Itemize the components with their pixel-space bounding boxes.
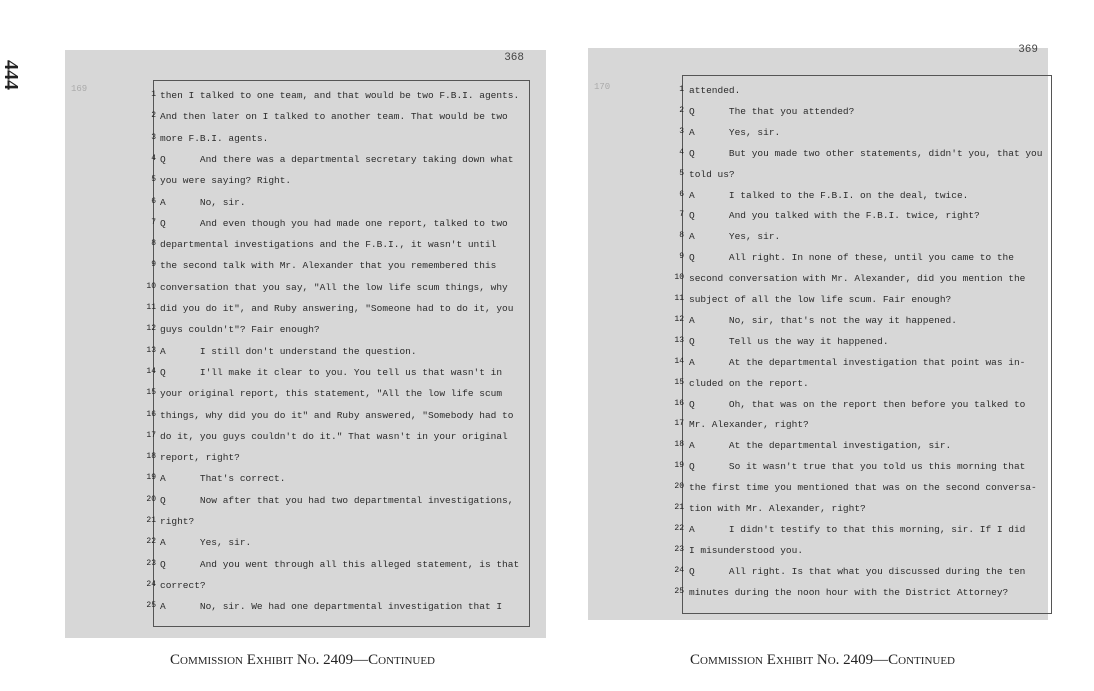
transcript-line [679, 210, 1051, 230]
transcript-line [679, 231, 1051, 251]
line-number: 12 [146, 324, 156, 334]
line-text: Q Tell us the way it happened. [689, 335, 889, 347]
transcript-line [674, 377, 1051, 398]
line-text: attended. [689, 85, 741, 96]
transcript-sheet-right [588, 44, 1048, 620]
line-number: 1 [679, 85, 684, 94]
line-text: A Yes, sir. [689, 231, 781, 243]
transcript-line [151, 132, 529, 153]
line-number: 7 [151, 217, 156, 227]
transcript-line [146, 388, 529, 408]
transcript-box [146, 80, 530, 627]
sheet-number: 368 [504, 52, 524, 64]
line-text: A No, sir, that's not the way it happened. [689, 314, 957, 326]
line-text: Q And there was a departmental secretary taking down what [160, 153, 514, 165]
line-text: A No, sir. [160, 196, 246, 208]
line-number: 25 [146, 601, 156, 611]
line-text: A I didn't testify to that this morning, sir. If I did [689, 523, 1026, 535]
line-text: Q And you went through all this alleged statement, is that [160, 558, 520, 570]
line-number: 10 [674, 273, 684, 283]
line-number: 14 [674, 356, 684, 366]
line-number: 22 [146, 537, 156, 547]
transcript-line [151, 196, 529, 217]
margin-number: 170 [594, 82, 611, 92]
transcript-line [151, 239, 529, 259]
line-text: do it, you guys couldn't do it." That wasn't in your original [160, 430, 508, 442]
line-number: 4 [151, 153, 156, 163]
line-number: 21 [674, 503, 684, 512]
exhibit-caption: Commission Exhibit No. 2409—Continued [690, 652, 955, 668]
transcript-box [674, 75, 1052, 614]
line-number: 23 [674, 544, 684, 554]
line-text: And then later on I talked to another team. That would be two [160, 111, 508, 123]
transcript-line [674, 440, 1051, 460]
line-number: 6 [151, 196, 156, 206]
line-number: 23 [146, 558, 156, 568]
line-number: 16 [146, 409, 156, 419]
line-number: 18 [146, 452, 156, 462]
line-number: 19 [674, 461, 684, 471]
transcript-line [679, 85, 1051, 105]
transcript-line [146, 558, 529, 579]
transcript-line [146, 516, 529, 536]
line-number: 20 [674, 482, 684, 492]
line-text: more F.B.I. agents. [160, 132, 269, 144]
line-number: 17 [674, 419, 684, 429]
line-number: 11 [146, 303, 156, 312]
transcript-line [674, 356, 1051, 377]
line-number: 16 [674, 398, 684, 408]
line-text: A I still don't understand the question. [160, 345, 417, 357]
line-number: 19 [146, 473, 156, 483]
line-text: did you do it", and Ruby answering, "Someone had to do it, you [160, 303, 514, 314]
line-number: 8 [679, 231, 684, 241]
transcript-line [674, 398, 1051, 419]
line-text: Q So it wasn't true that you told us this morning that [689, 461, 1026, 473]
line-text: the first time you mentioned that was on the second conversa- [689, 482, 1037, 494]
transcript-line [146, 409, 529, 430]
transcript-line [146, 303, 529, 323]
line-number: 24 [674, 565, 684, 575]
transcript-line [146, 345, 529, 366]
exhibit-caption: Commission Exhibit No. 2409—Continued [170, 652, 435, 668]
line-number: 11 [674, 294, 684, 303]
transcript-line [679, 126, 1051, 147]
line-text: the second talk with Mr. Alexander that you remembered this [160, 260, 497, 272]
line-text: I misunderstood you. [689, 544, 804, 556]
line-text: Q And you talked with the F.B.I. twice, right? [689, 210, 980, 222]
transcript-line [146, 366, 529, 387]
line-number: 20 [146, 494, 156, 504]
line-number: 9 [679, 252, 684, 262]
transcript-line [674, 523, 1051, 544]
line-text: correct? [160, 579, 206, 591]
line-text: tion with Mr. Alexander, right? [689, 503, 866, 514]
transcript-line [674, 503, 1051, 523]
line-text: Q The that you attended? [689, 105, 855, 117]
line-text: then I talked to one team, and that would be two F.B.I. agents. [160, 90, 520, 101]
line-text: Q Oh, that was on the report then before you talked to [689, 398, 1026, 410]
line-text: guys couldn't"? Fair enough? [160, 324, 320, 336]
line-number: 4 [679, 147, 684, 157]
transcript-line [151, 217, 529, 238]
transcript-line [674, 419, 1051, 439]
line-number: 15 [146, 388, 156, 398]
transcript-line [146, 473, 529, 493]
line-text: A Yes, sir. [160, 537, 252, 549]
line-number: 5 [679, 168, 684, 178]
line-number: 3 [679, 126, 684, 136]
line-number: 22 [674, 523, 684, 533]
line-number: 13 [146, 345, 156, 355]
line-text: A Yes, sir. [689, 126, 781, 138]
transcript-line [151, 260, 529, 280]
line-number: 9 [151, 260, 156, 270]
line-number: 18 [674, 440, 684, 450]
transcript-line [674, 565, 1051, 586]
transcript-line [679, 252, 1051, 272]
transcript-line [674, 335, 1051, 356]
line-text: Q All right. In none of these, until you came to the [689, 252, 1014, 264]
transcript-line [151, 90, 529, 110]
line-text: conversation that you say, "All the low life scum things, why [160, 281, 508, 293]
line-text: Q All right. Is that what you discussed during the ten [689, 565, 1026, 577]
transcript-line [146, 324, 529, 344]
transcript-line [679, 105, 1051, 126]
line-text: A At the departmental investigation that point was in- [689, 356, 1026, 368]
line-number: 6 [679, 189, 684, 199]
line-text: you were saying? Right. [160, 175, 292, 187]
line-number: 3 [151, 132, 156, 142]
line-number: 12 [674, 314, 684, 324]
line-text: Mr. Alexander, right? [689, 419, 809, 431]
line-text: A I talked to the F.B.I. on the deal, twice. [689, 189, 969, 201]
transcript-line [674, 544, 1051, 565]
line-number: 21 [146, 516, 156, 525]
line-text: A That's correct. [160, 473, 286, 485]
line-number: 24 [146, 579, 156, 589]
line-number: 2 [151, 111, 156, 121]
line-number: 5 [151, 175, 156, 185]
line-number: 10 [146, 281, 156, 291]
line-text: right? [160, 516, 195, 527]
transcript-sheet-left [65, 50, 546, 638]
margin-number: 169 [71, 84, 88, 94]
line-number: 1 [151, 90, 156, 99]
transcript-line [146, 579, 529, 600]
line-text: Q But you made two other statements, didn't you, that you [689, 147, 1043, 159]
transcript-line [146, 281, 529, 302]
line-text: things, why did you do it" and Ruby answered, "Somebody had to [160, 409, 514, 421]
transcript-line [146, 430, 529, 451]
transcript-line [679, 168, 1051, 189]
line-text: departmental investigations and the F.B.I., it wasn't until [160, 239, 497, 251]
line-number: 17 [146, 430, 156, 440]
line-text: A No, sir. We had one departmental investigation that I [160, 601, 503, 613]
line-text: second conversation with Mr. Alexander, did you mention the [689, 273, 1026, 285]
transcript-line [674, 461, 1051, 481]
line-text: Q Now after that you had two departmental investigations, [160, 494, 514, 506]
line-number: 25 [674, 586, 684, 596]
transcript-line [146, 537, 529, 557]
transcript-line [146, 494, 529, 515]
line-text: told us? [689, 168, 735, 180]
line-number: 14 [146, 366, 156, 376]
line-text: minutes during the noon hour with the District Attorney? [689, 586, 1009, 598]
line-number: 8 [151, 239, 156, 249]
transcript-line [674, 273, 1051, 293]
transcript-line [679, 147, 1051, 168]
transcript-line [674, 586, 1051, 607]
transcript-line [151, 111, 529, 131]
transcript-line [146, 452, 529, 472]
line-text: your original report, this statement, "All the low life scum [160, 388, 503, 400]
line-text: cluded on the report. [689, 377, 809, 389]
sheet-number: 369 [1018, 44, 1038, 56]
line-text: Q I'll make it clear to you. You tell us that wasn't in [160, 366, 503, 378]
line-text: A At the departmental investigation, sir. [689, 440, 952, 452]
line-number: 7 [679, 210, 684, 220]
line-number: 13 [674, 335, 684, 345]
line-text: subject of all the low life scum. Fair enough? [689, 294, 952, 305]
line-number: 15 [674, 377, 684, 387]
line-text: Q And even though you had made one report, talked to two [160, 217, 508, 229]
transcript-line [146, 601, 529, 621]
transcript-line [151, 153, 529, 174]
transcript-line [679, 189, 1051, 210]
transcript-line [674, 482, 1051, 502]
page-number: 444 [0, 60, 22, 90]
transcript-line [674, 314, 1051, 335]
transcript-line [151, 175, 529, 195]
line-text: report, right? [160, 452, 240, 464]
line-number: 2 [679, 105, 684, 115]
transcript-line [674, 294, 1051, 314]
